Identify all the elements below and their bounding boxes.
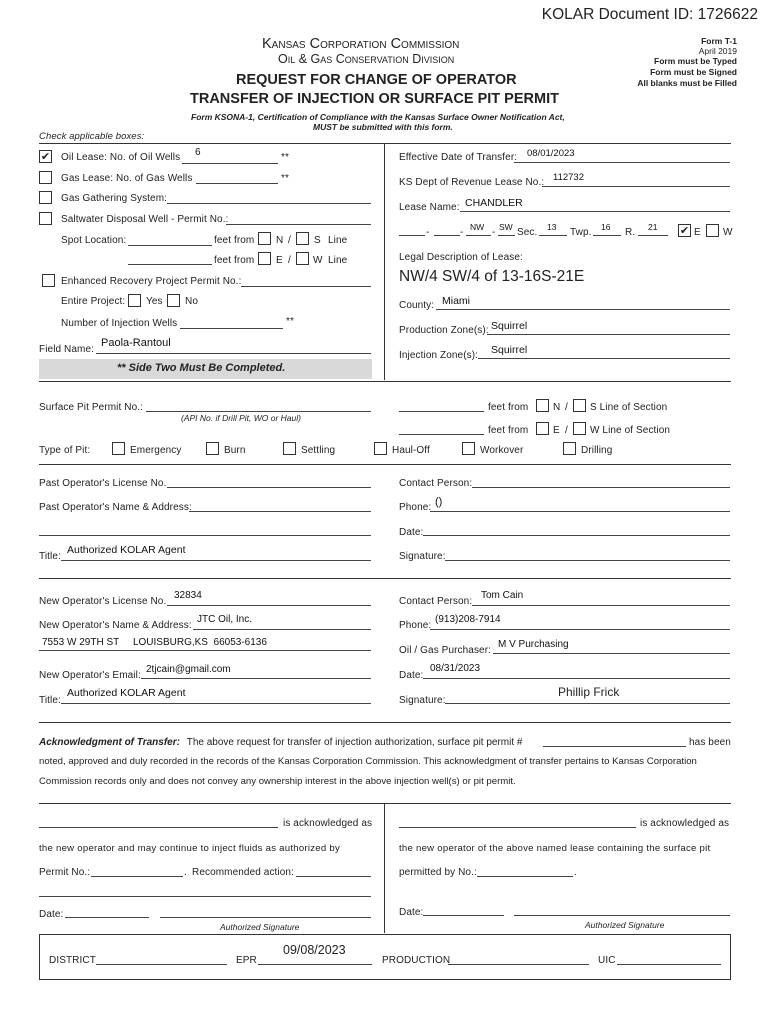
- pit-ew-feet-from: feet from: [488, 425, 529, 436]
- pit-s-checkbox[interactable]: [573, 399, 586, 412]
- api-note: (API No. if Drill Pit, WO or Haul): [181, 413, 301, 423]
- past-date-label: Date:: [399, 527, 424, 538]
- pit-ns-slash: /: [565, 402, 568, 413]
- ack-permit-no-label: Permit No.:: [39, 867, 91, 878]
- ks-lease-value[interactable]: 112732: [553, 172, 584, 183]
- ack-left-is-acknowledged: is acknowledged as: [283, 818, 373, 829]
- ack-right-authorized-signature: Authorized Signature: [585, 920, 665, 930]
- new-phone-label: Phone:: [399, 620, 432, 631]
- ack-line-1: [39, 737, 522, 748]
- new-title-value[interactable]: Authorized KOLAR Agent: [67, 687, 186, 699]
- spot-ew-feet-from: feet from: [214, 255, 255, 266]
- new-email-value[interactable]: 2tjcain@gmail.com: [146, 664, 231, 675]
- ack-right-is-acknowledged: is acknowledged as: [640, 818, 730, 829]
- pit-type-burn-label: Burn: [224, 445, 246, 456]
- pit-type-settling-label: Settling: [301, 445, 336, 456]
- pit-type-burn-checkbox[interactable]: [206, 442, 219, 455]
- range-e-checkbox[interactable]: ✔: [679, 225, 690, 237]
- footer-district-label: DISTRICT: [49, 955, 96, 966]
- pit-type-hauloff-label: Haul-Off: [392, 445, 430, 456]
- form-number: Form T-1: [701, 36, 737, 46]
- saltwater-checkbox[interactable]: [39, 212, 52, 225]
- pit-w-label: W Line of Section: [590, 425, 671, 436]
- new-signature-label: Signature:: [399, 695, 446, 706]
- pit-n-checkbox[interactable]: [536, 399, 549, 412]
- entire-project-no-label: No: [185, 296, 198, 307]
- past-signature-label: Signature:: [399, 551, 446, 562]
- pit-e-checkbox[interactable]: [536, 422, 549, 435]
- spot-s-label: S: [314, 235, 321, 246]
- spot-w-checkbox[interactable]: [296, 252, 309, 265]
- oil-wells-star: **: [281, 152, 289, 163]
- ack-permitted-by-label: permitted by No.:: [399, 867, 477, 878]
- entire-project-yes-checkbox[interactable]: [128, 294, 141, 307]
- new-name-label: New Operator's Name & Address:: [39, 620, 192, 631]
- ack-text-3: Commission records only and does not convey any ownership interest in the above injection well(s) or pit permit.: [39, 776, 516, 787]
- gas-gathering-label: Gas Gathering System:: [61, 193, 168, 204]
- ack-divider: [384, 803, 385, 933]
- entire-project-yes-label: Yes: [146, 296, 163, 307]
- past-title-label: Title:: [39, 551, 61, 562]
- ksona-note-2: MUST be submitted with this form.: [313, 122, 453, 132]
- pit-type-workover-label: Workover: [480, 445, 524, 456]
- pit-ns-feet-from: feet from: [488, 402, 529, 413]
- past-phone-value[interactable]: (): [435, 496, 443, 508]
- pit-type-hauloff-checkbox[interactable]: [374, 442, 387, 455]
- ack-right-new-operator: the new operator of the above named lease containing the surface pit: [399, 843, 711, 854]
- gas-gathering-checkbox[interactable]: [39, 191, 52, 204]
- spot-ew-slash: /: [288, 255, 291, 266]
- effective-date-label: Effective Date of Transfer:: [399, 152, 518, 163]
- section-rule-4: [39, 722, 731, 723]
- footer-epr-date[interactable]: 09/08/2023: [283, 943, 346, 957]
- ack-permit-period: .: [184, 867, 187, 878]
- gas-wells-star: **: [281, 173, 289, 184]
- new-contact-value[interactable]: Tom Cain: [481, 590, 524, 601]
- quarter-2[interactable]: SW: [499, 222, 513, 232]
- range-label: R.: [625, 227, 636, 238]
- ack-right-date-label: Date:: [399, 907, 424, 918]
- footer-epr-label: EPR: [236, 955, 257, 966]
- lease-name-value[interactable]: CHANDLER: [465, 197, 523, 209]
- quarter-dash-1: -: [426, 227, 430, 238]
- gas-lease-checkbox[interactable]: [39, 171, 52, 184]
- legal-description-label: Legal Description of Lease:: [399, 252, 523, 263]
- title-line1: REQUEST FOR CHANGE OF OPERATOR: [236, 72, 517, 88]
- new-contact-label: Contact Person:: [399, 596, 473, 607]
- twp-label: Twp.: [570, 227, 592, 238]
- injection-wells-star: **: [286, 316, 294, 327]
- pit-type-drilling-checkbox[interactable]: [563, 442, 576, 455]
- pit-e-label: E: [553, 425, 560, 436]
- purchaser-label: Oil / Gas Purchaser:: [399, 645, 492, 656]
- spot-ns-slash: /: [288, 235, 291, 246]
- range-value[interactable]: 21: [648, 222, 658, 232]
- past-contact-label: Contact Person:: [399, 478, 473, 489]
- ksona-note: Form KSONA-1, Certification of Compliance with the Kansas Surface Owner Notification Act,: [191, 112, 565, 122]
- field-name-value[interactable]: Paola-Rantoul: [101, 337, 171, 349]
- pit-type-workover-checkbox[interactable]: [462, 442, 475, 455]
- range-e-label: E: [694, 227, 701, 238]
- new-signature-value[interactable]: Phillip Frick: [558, 685, 620, 699]
- form-filled-note: All blanks must be Filled: [637, 78, 737, 88]
- section-rule-1: [39, 381, 731, 382]
- production-zone-label: Production Zone(s):: [399, 325, 489, 336]
- new-date-value[interactable]: 08/31/2023: [430, 663, 481, 674]
- quarter-dash-2: -: [460, 227, 464, 238]
- spot-e-label: E: [276, 255, 283, 266]
- pit-ew-slash: /: [565, 425, 568, 436]
- ack-has-been: has been: [689, 737, 731, 748]
- ack-left-date-label: Date:: [39, 909, 64, 920]
- title-line2: TRANSFER OF INJECTION OR SURFACE PIT PERMIT: [190, 91, 559, 107]
- agency-name: Kansas Corporation Commission: [262, 36, 460, 52]
- spot-w-label: W: [313, 255, 323, 266]
- spot-s-checkbox[interactable]: [296, 232, 309, 245]
- new-date-label: Date:: [399, 670, 424, 681]
- side-two-text: ** Side Two Must Be Completed.: [117, 362, 286, 374]
- check-boxes-label: Check applicable boxes:: [39, 131, 145, 142]
- oil-lease-label: Oil Lease: No. of Oil Wells: [61, 152, 181, 163]
- section-rule-2: [39, 464, 731, 465]
- pit-s-label: S Line of Section: [590, 402, 668, 413]
- quarter-1[interactable]: NW: [470, 222, 485, 232]
- new-license-value[interactable]: 32834: [174, 590, 202, 601]
- spot-n-checkbox[interactable]: [258, 232, 271, 245]
- ack-left-authorized-signature: Authorized Signature: [220, 922, 300, 932]
- new-license-label: New Operator's License No.: [39, 596, 167, 607]
- surface-pit-label: Surface Pit Permit No.:: [39, 402, 143, 413]
- form-typed-note: Form must be Typed: [654, 56, 737, 66]
- past-name-label: Past Operator's Name & Address:: [39, 502, 192, 513]
- ack-text-2: noted, approved and duly recorded in the records of the Kansas Corporation Commission. This acknowledgment of transfer pertains to Kansas Corporation: [39, 756, 697, 767]
- spot-ns-feet-from: feet from: [214, 235, 255, 246]
- sec-value[interactable]: 13: [547, 222, 557, 232]
- document-id: KOLAR Document ID: 1726622: [541, 6, 758, 23]
- side-two-banner: [39, 359, 372, 379]
- pit-n-label: N: [553, 402, 561, 413]
- footer-uic-label: UIC: [598, 955, 616, 966]
- spot-ew-line: Line: [328, 255, 348, 266]
- top-rule: [39, 143, 731, 144]
- section-rule-3: [39, 578, 731, 579]
- range-w-label: W: [723, 227, 733, 238]
- spot-location-label: Spot Location:: [61, 235, 127, 246]
- ack-text-1: The above request for transfer of injection authorization, surface pit permit #: [186, 737, 523, 748]
- ack-heading: Acknowledgment of Transfer:: [39, 737, 180, 748]
- oil-lease-checkbox[interactable]: ✔: [40, 151, 51, 163]
- effective-date-value[interactable]: 08/01/2023: [527, 148, 575, 159]
- form-date: April 2019: [698, 46, 737, 56]
- saltwater-label: Saltwater Disposal Well - Permit No.:: [61, 214, 229, 225]
- footer-production-label: PRODUCTION: [382, 955, 451, 966]
- ack-permitted-period: .: [574, 867, 577, 878]
- past-phone-label: Phone:: [399, 502, 432, 513]
- spot-n-label: N: [276, 235, 284, 246]
- spot-e-checkbox[interactable]: [258, 252, 271, 265]
- legal-description-value[interactable]: NW/4 SW/4 of 13-16S-21E: [399, 268, 585, 285]
- section-rule-5: [39, 803, 731, 804]
- ks-lease-label: KS Dept of Revenue Lease No.:: [399, 177, 545, 188]
- county-label: County:: [399, 300, 435, 311]
- entire-project-label: Entire Project:: [61, 296, 126, 307]
- injection-zone-label: Injection Zone(s):: [399, 350, 479, 361]
- new-name-value[interactable]: JTC Oil, Inc.: [197, 614, 253, 625]
- lease-name-label: Lease Name:: [399, 202, 460, 213]
- past-title-value[interactable]: Authorized KOLAR Agent: [67, 544, 186, 556]
- range-w-checkbox[interactable]: [706, 224, 719, 237]
- new-email-label: New Operator's Email:: [39, 670, 141, 681]
- pit-type-emergency-checkbox[interactable]: [112, 442, 125, 455]
- ack-recommended-label: Recommended action:: [192, 867, 294, 878]
- past-license-label: Past Operator's License No.: [39, 478, 167, 489]
- pit-type-label: Type of Pit:: [39, 445, 91, 456]
- county-value[interactable]: Miami: [442, 295, 470, 307]
- new-title-label: Title:: [39, 695, 61, 706]
- enhanced-recovery-checkbox[interactable]: [42, 274, 55, 287]
- twp-value[interactable]: 16: [601, 222, 611, 232]
- gas-lease-label: Gas Lease: No. of Gas Wells: [61, 173, 193, 184]
- entire-project-no-checkbox[interactable]: [167, 294, 180, 307]
- injection-zone-value[interactable]: Squirrel: [491, 344, 528, 356]
- center-divider: [384, 143, 385, 380]
- new-phone-value[interactable]: (913)208-7914: [435, 614, 501, 625]
- pit-type-drilling-label: Drilling: [581, 445, 613, 456]
- sec-label: Sec.: [517, 227, 538, 238]
- purchaser-value[interactable]: M V Purchasing: [498, 639, 569, 650]
- pit-type-emergency-label: Emergency: [130, 445, 182, 456]
- division-name: Oil & Gas Conservation Division: [278, 52, 455, 66]
- pit-w-checkbox[interactable]: [573, 422, 586, 435]
- pit-type-settling-checkbox[interactable]: [283, 442, 296, 455]
- injection-wells-label: Number of Injection Wells: [61, 318, 178, 329]
- oil-wells-value[interactable]: 6: [195, 147, 201, 158]
- ack-left-new-operator: the new operator and may continue to inject fluids as authorized by: [39, 843, 341, 854]
- field-name-label: Field Name:: [39, 344, 95, 355]
- spot-ns-line: Line: [328, 235, 348, 246]
- enhanced-recovery-label: Enhanced Recovery Project Permit No.:: [61, 276, 242, 287]
- form-signed-note: Form must be Signed: [650, 67, 737, 77]
- quarter-dash-3: -: [492, 227, 496, 238]
- new-address-value[interactable]: 7553 W 29TH ST LOUISBURG,KS 66053-6136: [42, 637, 267, 648]
- production-zone-value[interactable]: Squirrel: [491, 320, 528, 332]
